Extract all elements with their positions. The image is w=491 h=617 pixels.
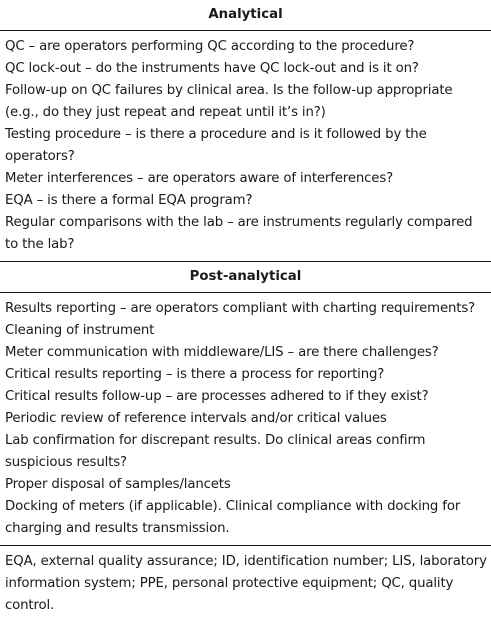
list-item: QC – are operators performing QC according to the procedure? bbox=[5, 39, 415, 54]
list-item: Critical results follow-up – are processes adhered to if they exist? bbox=[5, 389, 429, 404]
list-item: Periodic review of reference intervals and/or critical values bbox=[5, 411, 387, 426]
list-item: EQA – is there a formal EQA program? bbox=[5, 193, 253, 208]
list-item: QC lock-out – do the instruments have QC lock-out and is it on? bbox=[5, 61, 419, 76]
analytical-section-title: Analytical bbox=[208, 7, 283, 22]
post-analytical-item-list bbox=[0, 293, 491, 545]
analytical-item-list bbox=[0, 31, 491, 261]
list-item: Regular comparisons with the lab – are instruments regularly compared to the lab? bbox=[5, 215, 473, 252]
list-item: Docking of meters (if applicable). Clinical compliance with docking for charging and results transmission. bbox=[5, 499, 461, 536]
footnote: EQA, external quality assurance; ID, identification number; LIS, laboratory information system; PPE, personal protective equipment; QC, quality control. bbox=[5, 554, 487, 613]
list-item: Lab confirmation for discrepant results. Do clinical areas confirm suspicious results? bbox=[5, 433, 426, 470]
post-analytical-section-title: Post-analytical bbox=[189, 269, 302, 284]
list-item: Testing procedure – is there a procedure and is it followed by the operators? bbox=[5, 127, 427, 164]
list-item: Follow-up on QC failures by clinical area. Is the follow-up appropriate (e.g., do they just repeat and repeat until it’s in?) bbox=[5, 83, 453, 120]
list-item: Critical results reporting – is there a process for reporting? bbox=[5, 367, 385, 382]
list-item: Meter interferences – are operators aware of interferences? bbox=[5, 171, 394, 186]
list-item: Proper disposal of samples/lancets bbox=[5, 477, 231, 492]
list-item: Cleaning of instrument bbox=[5, 323, 155, 338]
list-item: Meter communication with middleware/LIS – are there challenges? bbox=[5, 345, 439, 360]
list-item: Results reporting – are operators compliant with charting requirements? bbox=[5, 301, 476, 316]
